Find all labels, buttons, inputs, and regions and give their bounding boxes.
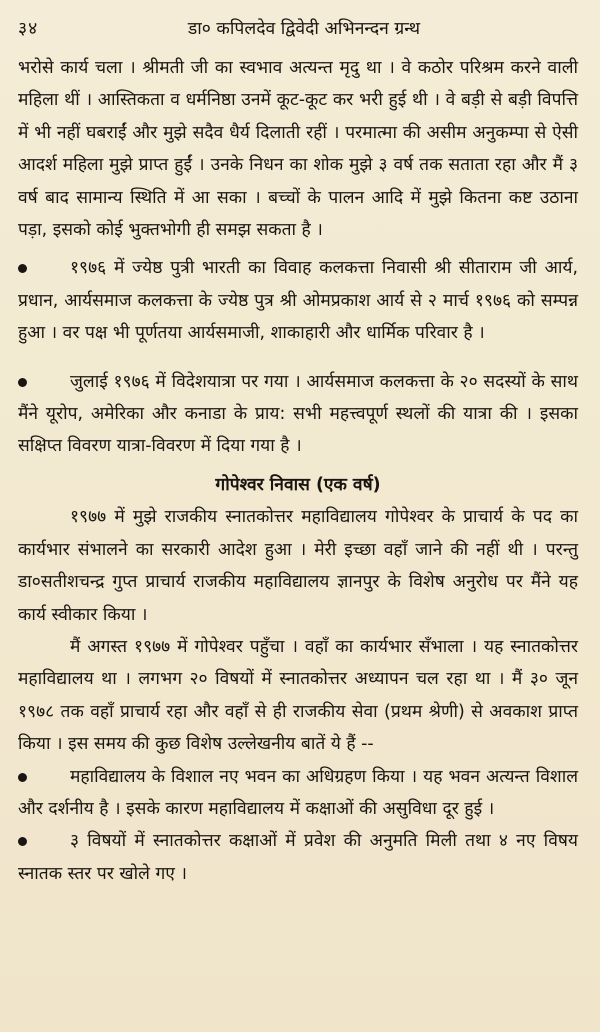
running-title: डा० कपिलदेव द्विवेदी अभिनन्दन ग्रन्थ [187,19,421,39]
paragraph-gopeshwar-appointment: १९७७ में मुझे राजकीय स्नातकोत्तर महाविद्यालय गोपेश्वर के प्राचार्य के पद का कार्यभार संभालने का सरकारी आदेश हुआ । मेरी इच्छा वहाँ जाने की नहीं थी । परन्तु डा०सतीशचन्द्र गुप्त प्राचार्य राजकीय महाविद्यालय ज्ञानपुर के विशेष अनुरोध पर मैंने यह कार्य स्वीकार किया । [18,507,578,625]
bullet-icon [18,378,27,387]
bullet-text: जुलाई १९७६ में विदेशयात्रा पर गया । आर्यसमाज कलकत्ता के २० सदस्यों के साथ मैंने यूरोप, अमेरिका और कनाडा के प्राय: सभी महत्त्वपूर्ण स्थलों की यात्रा की । इसका सक्षिप्त विवरण यात्रा-विवरण में दिया गया है । [18,371,578,457]
bullet-text: महाविद्यालय के विशाल नए भवन का अधिग्रहण किया । यह भवन अत्यन्त विशाल और दर्शनीय है । इसके कारण महाविद्यालय में कक्षाओं की असुविधा दूर हुई । [18,766,578,819]
bullet-item-new-building [18,761,578,826]
page-header [18,18,578,52]
paragraph-gopeshwar-tenure: मैं अगस्त १९७७ में गोपेश्वर पहुँचा । वहाँ का कार्यभार सँभाला । यह स्नातकोत्तर महाविद्यालय था । लगभग २० विषयों में स्नातकोत्तर अध्यापन चल रहा था । मैं ३० जून १९७८ तक वहाँ प्राचार्य रहा और वहाँ से ही राजकीय सेवा (प्रथम श्रेणी) से अवकाश प्राप्त किया । इस समय की कुछ विशेष उल्लेखनीय बातें ये हैं -- [18,636,578,755]
page-body [18,52,578,890]
bullet-icon [18,773,27,782]
section-heading: गोपेश्वर निवास (एक वर्ष) [215,474,381,495]
page-number: ३४ [18,19,39,39]
paragraph-wife: भरोसे कार्य चला । श्रीमती जी का स्वभाव अत्यन्त मृदु था । वे कठोर परिश्रम करने वाली महिला थीं । आस्तिकता व धर्मनिष्ठा उनमें कूट-कूट कर भरी हुई थी । वे बड़ी से बड़ी विपत्ति में भी नहीं घबराईं और मुझे सदैव धैर्य दिलाती रहीं । परमात्मा की असीम अनुकम्पा से ऐसी आदर्श महिला मुझे प्राप्त हुईं । उनके निधन का शोक मुझे ३ वर्ष तक सताता रहा और मैं ३ वर्ष बाद सामान्य स्थिति में आ सका । बच्चों के पालन आदि में मुझे कितना कष्ट उठाना पड़ा, इसको कोई भुक्तभोगी ही समझ सकता है । [18,58,578,241]
bullet-item-daughter-wedding [18,252,578,349]
bullet-item-new-subjects [18,825,578,890]
bullet-text: १९७६ में ज्येष्ठ पुत्री भारती का विवाह कलकत्ता निवासी श्री सीताराम जी आर्य, प्रधान, आर्यसमाज कलकत्ता के ज्येष्ठ पुत्र श्री ओमप्रकाश आर्य से २ मार्च १९७६ को सम्पन्न हुआ । वर पक्ष भी पूर्णतया आर्यसमाजी, शाकाहारी और धार्मिक परिवार है । [18,258,578,344]
bullet-text: ३ विषयों में स्नातकोत्तर कक्षाओं में प्रवेश की अनुमति मिली तथा ४ नए विषय स्नातक स्तर पर खोले गए । [18,831,578,884]
bullet-item-foreign-travel [18,366,578,463]
